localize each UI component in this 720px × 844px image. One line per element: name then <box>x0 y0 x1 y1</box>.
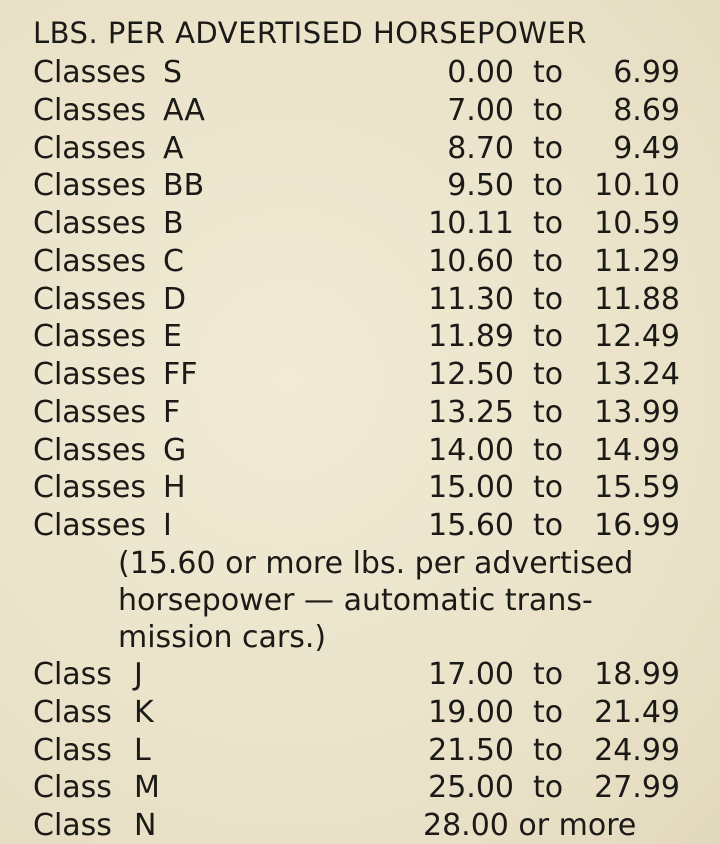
range-text: 28.00 or more <box>423 808 637 843</box>
class-row <box>0 432 720 469</box>
class-letter: FF <box>163 357 198 392</box>
range-from: 15.00 <box>428 470 514 505</box>
range-to: 16.99 <box>594 508 680 543</box>
class-letter: AA <box>163 93 205 128</box>
range-from: 19.00 <box>428 695 514 730</box>
range-to: 24.99 <box>594 733 680 768</box>
range-to: 13.24 <box>594 357 680 392</box>
class-word: Class <box>33 657 112 692</box>
range-to: 15.59 <box>594 470 680 505</box>
class-word: Classes <box>33 131 147 166</box>
class-letter: B <box>163 206 184 241</box>
class-letter: I <box>163 508 172 543</box>
range-to-word: to <box>533 55 564 90</box>
range-to: 12.49 <box>594 319 680 354</box>
class-row <box>0 54 720 91</box>
class-word: Classes <box>33 470 147 505</box>
class-row <box>0 318 720 355</box>
class-letter: J <box>134 657 143 692</box>
class-row <box>0 243 720 280</box>
range-to-word: to <box>533 131 564 166</box>
range-to: 14.99 <box>594 433 680 468</box>
class-word: Class <box>33 695 112 730</box>
range-from: 9.50 <box>447 168 514 203</box>
class-row <box>0 656 720 693</box>
range-to-word: to <box>533 470 564 505</box>
range-from: 7.00 <box>447 93 514 128</box>
range-to-word: to <box>533 395 564 430</box>
class-row <box>0 356 720 393</box>
range-to-word: to <box>533 244 564 279</box>
range-from: 8.70 <box>447 131 514 166</box>
class-word: Classes <box>33 55 147 90</box>
class-letter: K <box>134 695 154 730</box>
class-row <box>0 694 720 731</box>
class-row <box>0 205 720 242</box>
range-from: 15.60 <box>428 508 514 543</box>
range-to-word: to <box>533 770 564 805</box>
class-letter: E <box>163 319 182 354</box>
table-title: LBS. PER ADVERTISED HORSEPOWER <box>33 16 587 50</box>
class-row <box>0 769 720 806</box>
class-row <box>0 92 720 129</box>
range-from: 11.30 <box>428 282 514 317</box>
range-to-word: to <box>533 319 564 354</box>
range-to: 6.99 <box>613 55 680 90</box>
range-to-word: to <box>533 657 564 692</box>
class-letter: L <box>134 733 151 768</box>
class-row <box>0 394 720 431</box>
class-word: Class <box>33 733 112 768</box>
range-from: 13.25 <box>428 395 514 430</box>
range-to: 13.99 <box>594 395 680 430</box>
class-letter: S <box>163 55 183 90</box>
range-to-word: to <box>533 433 564 468</box>
range-to: 27.99 <box>594 770 680 805</box>
class-word: Classes <box>33 433 147 468</box>
class-word: Classes <box>33 357 147 392</box>
class-row <box>0 732 720 769</box>
class-row <box>0 167 720 204</box>
class-letter: H <box>163 470 186 505</box>
note-line: horsepower — automatic trans- <box>118 583 593 618</box>
class-letter: C <box>163 244 184 279</box>
range-from: 11.89 <box>428 319 514 354</box>
range-to: 18.99 <box>594 657 680 692</box>
class-word: Classes <box>33 206 147 241</box>
class-word: Classes <box>33 244 147 279</box>
class-letter: D <box>163 282 187 317</box>
note-line: mission cars.) <box>118 620 327 655</box>
class-row <box>0 807 720 844</box>
range-to-word: to <box>533 695 564 730</box>
range-to: 21.49 <box>594 695 680 730</box>
range-to-word: to <box>533 206 564 241</box>
range-to-word: to <box>533 282 564 317</box>
class-letter: BB <box>163 168 205 203</box>
range-to-word: to <box>533 93 564 128</box>
range-to-word: to <box>533 733 564 768</box>
range-to: 11.88 <box>594 282 680 317</box>
range-from: 17.00 <box>428 657 514 692</box>
class-row <box>0 507 720 544</box>
range-to: 9.49 <box>613 131 680 166</box>
range-from: 12.50 <box>428 357 514 392</box>
class-word: Classes <box>33 395 147 430</box>
class-word: Classes <box>33 319 147 354</box>
range-from: 14.00 <box>428 433 514 468</box>
class-word: Class <box>33 770 112 805</box>
class-word: Classes <box>33 508 147 543</box>
class-row <box>0 130 720 167</box>
range-to: 11.29 <box>594 244 680 279</box>
class-letter: M <box>134 770 160 805</box>
range-from: 0.00 <box>447 55 514 90</box>
range-to-word: to <box>533 357 564 392</box>
class-word: Classes <box>33 93 147 128</box>
class-letter: A <box>163 131 184 166</box>
range-to: 10.10 <box>594 168 680 203</box>
class-letter: G <box>163 433 187 468</box>
class-word: Classes <box>33 282 147 317</box>
range-from: 10.60 <box>428 244 514 279</box>
range-to-word: to <box>533 508 564 543</box>
range-from: 25.00 <box>428 770 514 805</box>
class-row <box>0 469 720 506</box>
class-word: Classes <box>33 168 147 203</box>
range-to: 8.69 <box>613 93 680 128</box>
class-letter: N <box>134 808 157 843</box>
class-letter: F <box>163 395 181 430</box>
range-to: 10.59 <box>594 206 680 241</box>
range-from: 21.50 <box>428 733 514 768</box>
class-word: Class <box>33 808 112 843</box>
class-row <box>0 281 720 318</box>
range-from: 10.11 <box>428 206 514 241</box>
range-to-word: to <box>533 168 564 203</box>
note-line: (15.60 or more lbs. per advertised <box>118 546 634 581</box>
